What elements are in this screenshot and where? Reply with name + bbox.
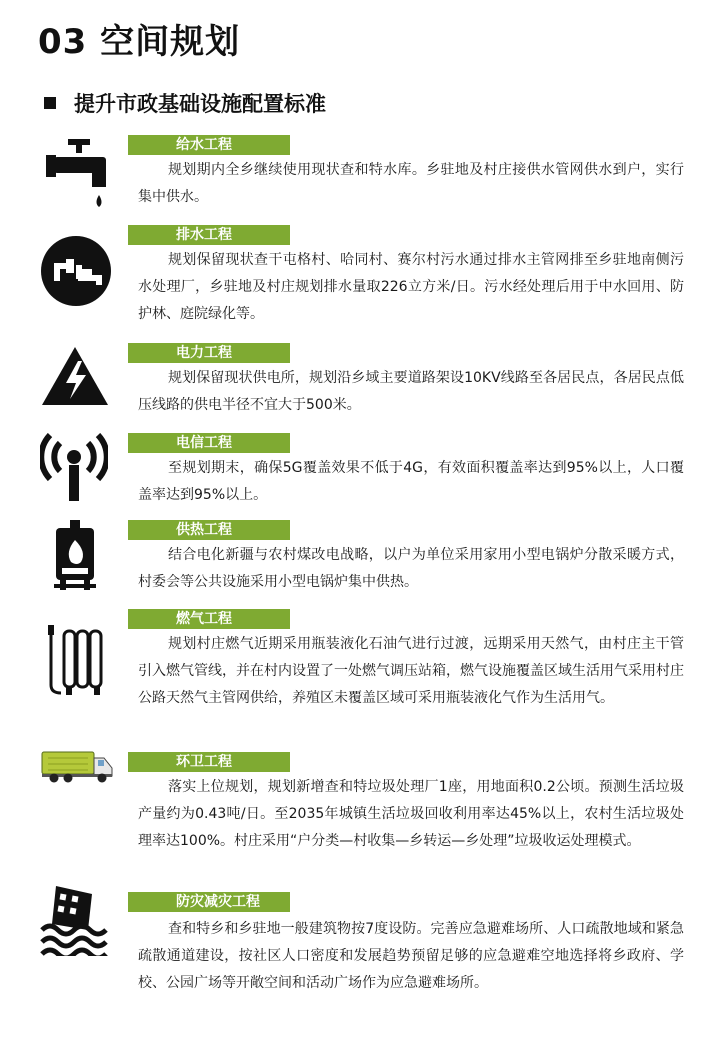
signal-tower-icon: [40, 433, 108, 503]
drainage-pipe-icon: [40, 235, 112, 307]
section-heading: [44, 88, 326, 118]
section-text: 规划期内全乡继续使用现状查和特水库。乡驻地及村庄接供水管网供水到户，实行集中供水。: [138, 162, 684, 205]
section-text: 规划保留现状查干屯格村、哈同村、赛尔村污水通过排水主管网排至乡驻地南侧污水处理厂，乡驻地及村庄规划排水量取226立方米/日。污水经处理后用于中水回用、防护林、庭院绿化等。: [138, 252, 684, 322]
water-tap-icon: [44, 137, 116, 213]
section-text: 规划保留现状供电所，规划沿乡域主要道路架设10KV线路至各居民点，各居民点低压线路的供电半径不宜大于500米。: [138, 370, 684, 413]
section-label: 防灾减灾工程: [128, 892, 290, 912]
section-text: 结合电化新疆与农村煤改电战略，以户为单位采用家用小型电锅炉分散采暖方式，村委会等公共设施采用小型电锅炉集中供热。: [138, 547, 684, 590]
section-label: 给水工程: [128, 135, 290, 155]
section-label: 燃气工程: [128, 609, 290, 629]
section-text: 查和特乡和乡驻地一般建筑物按7度设防。完善应急避难场所、人口疏散地域和紧急疏散通道建设，按社区人口密度和发展趋势预留足够的应急避难空地选择将乡政府、学校、公园广场等开敞空间和活动广场作为应急避难场所。: [138, 921, 684, 991]
section-label: 电信工程: [128, 433, 290, 453]
section-text: 落实上位规划，规划新增查和特垃圾处理厂1座，用地面积0.2公顷。预测生活垃圾产量约为0.43吨/日。至2035年城镇生活垃圾回收利用率达45%以上，农村生活垃圾处理率达100%。村庄采用“户分类—村收集—乡转运—乡处理”垃圾收运处理模式。: [138, 779, 684, 849]
garbage-truck-icon: [40, 748, 114, 784]
radiator-icon: [44, 621, 106, 697]
section-text: 规划村庄燃气近期采用瓶装液化石油气进行过渡，远期采用天然气，由村庄主干管引入燃气管线，并在村内设置了一处燃气调压站箱，燃气设施覆盖区域生活用气采用村庄公路天然气主管网供给，养殖区未覆盖区域可采用瓶装液化气作为生活用气。: [138, 636, 684, 706]
high-voltage-icon: [40, 345, 110, 407]
section-heading-text: 提升市政基础设施配置标准: [74, 92, 326, 116]
boiler-icon: [52, 520, 98, 592]
section-label: 环卫工程: [128, 752, 290, 772]
page-title: 03 空间规划: [38, 22, 241, 62]
section-label: 电力工程: [128, 343, 290, 363]
section-label: 排水工程: [128, 225, 290, 245]
section-label: 供热工程: [128, 520, 290, 540]
flood-building-icon: [38, 880, 114, 956]
section-text: 至规划期末，确保5G覆盖效果不低于4G，有效面积覆盖率达到95%以上，人口覆盖率达到95%以上。: [138, 460, 684, 503]
square-bullet-icon: [44, 97, 56, 109]
